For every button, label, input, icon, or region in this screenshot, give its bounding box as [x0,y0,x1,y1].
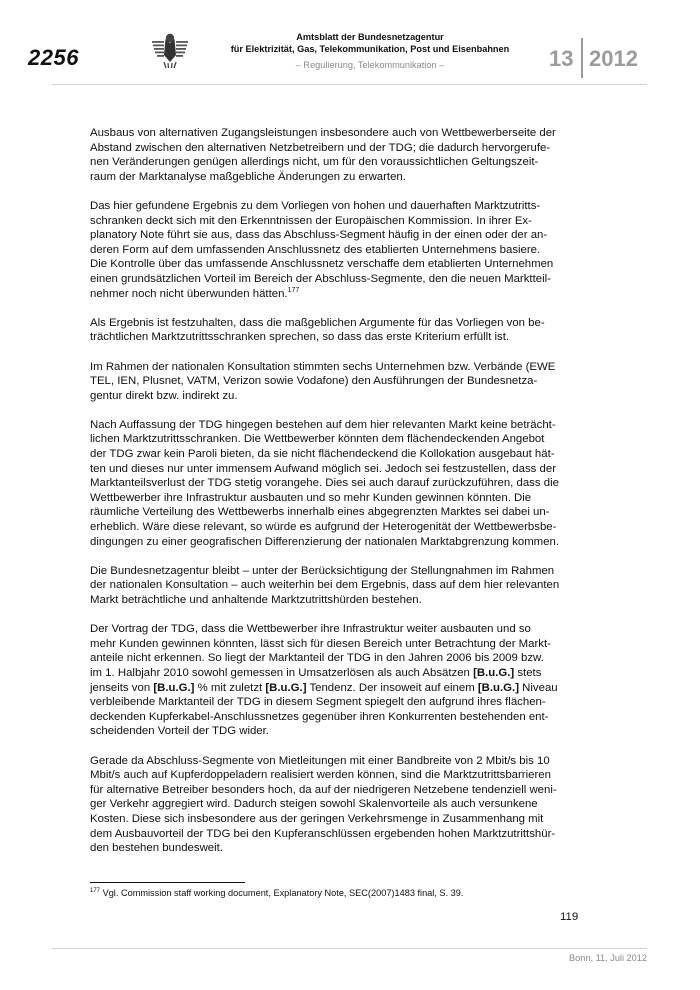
footnote-ref-177[interactable]: 177 [287,286,300,294]
redaction-marker: [B.u.G.] [265,681,307,694]
redaction-marker: [B.u.G.] [477,681,519,694]
footnote-text: Vgl. Commission staff working document, Explanatory Note, SEC(2007)1483 final, S. 39. [100,888,464,898]
text-line: schranken deckt sich mit den Erkenntnissen der Europäischen Kommission. In ihrer Ex- [90,214,532,227]
issue-number: 13 [549,46,574,71]
paragraph-3 [90,316,584,345]
journal-title [210,32,530,55]
text-line: Die Bundesnetzagentur bleibt – unter der Berücksichtigung der Stellungnahmen im Rahmen [90,564,555,577]
text-line: Nach Auffassung der TDG hingegen bestehen auf dem hier relevanten Markt keine beträcht- [90,418,556,431]
text-line: deckenden Kupferkabel-Anschlussnetzes gegenüber ihren Konkurrenten bestehenden ent- [90,710,549,723]
issue-year: 2012 [589,46,638,71]
journal-title-line-1: Amtsblatt der Bundesnetzagentur [296,32,444,42]
text-line: dingungen zu einer geografischen Differenzierung der nationalen Marktabgrenzung kommen. [90,535,560,548]
text-segment: jenseits von [90,681,154,694]
text-line: Marktanteilsverlust der TDG stetig vorangehe. Dies sei auch darauf zurückzuführen, dass die [90,477,559,490]
text-line: Markt beträchtliche und anhaltende Marktzutrittshürden bestehen. [90,594,422,606]
text-line: deren Form auf dem umfassenden Anschlussnetz des etablierten Unternehmens basiere. [90,243,541,256]
text-line: anteile nicht erkennen. So liegt der Marktanteil der TDG in den Jahren 2006 bis 2009 bzw. [90,652,544,665]
text-line: planatory Note führt sie aus, dass das Abschluss-Segment häufig in der einen oder der an- [90,229,548,242]
federal-eagle-icon [150,30,190,70]
folio-number: 119 [560,911,579,923]
footnote-rule [90,882,245,883]
text-line: Als Ergebnis ist festzuhalten, dass die maßgeblichen Argumente für das Vorliegen von be- [90,316,545,329]
paragraph-4 [90,360,584,404]
text-line: Abstand zwischen den alternativen Netzbetreibern und der TDG; die dadurch hervorgerufe- [90,141,551,154]
footer-date: Bonn, 11. Juli 2012 [569,953,647,963]
text-line: Kosten. Diese sich insbesondere aus der geringen Verkehrsmenge in Zusammenhang mit [90,812,544,825]
text-segment: im 1. Halbjahr 2010 sowohl gemessen in Umsatzerlösen als auch Absätzen [90,666,474,679]
footer-rule [52,948,647,949]
text-segment: stets [514,666,542,679]
paragraph-7 [90,622,584,739]
text-segment: Tendenz. Der insoweit auf einem [306,681,478,694]
text-line: raum der Marktanalyse maßgebliche Änderungen zu erwarten. [90,170,406,183]
text-line: der nationalen Konsultation – auch weiterhin bei dem Ergebnis, dass auf dem hier relevanten [90,579,560,592]
text-line: ger Verkehr aggregiert wird. Dadurch steigen sowohl Skalenvorteile als auch versunkene [90,798,538,811]
header-rule [52,84,647,85]
text-line: Das hier gefundene Ergebnis zu dem Vorliegen von hohen und dauerhaften Marktzutritts- [90,199,541,212]
text-line: nehmer noch nicht überwunden hätten. [90,287,288,300]
text-line: erheblich. Wäre diese relevant, so würde es aufgrund der Heterogenität der Wettbewerbsbe- [90,521,557,534]
text-line: nen Veränderungen genügen allerdings nicht, um für den voraussichtlichen Geltungszeit- [90,156,539,169]
page-number: 2256 [28,45,79,70]
text-line: der TDG zwar kein Paroli bieten, da sie nicht flächendeckend die Kollokation ausgebaut hät- [90,448,555,461]
text-line: gentur direkt bzw. indirekt zu. [90,389,238,402]
text-line: dem Ausbauvorteil der TDG bei den Kupferanschlüssen ergebenden hohen Marktzutrittshür- [90,827,556,840]
issue-divider [581,38,583,78]
text-line: mehr Kunden gewinnen könnten, lässt sich für diesen Bereich unter Betrachtung der Markt- [90,637,551,650]
text-line: scheidenden Vorteil der TDG wider. [90,725,269,738]
text-line: ten und dieses nur unter immensem Aufwand möglich sei. Jedoch sei festzustellen, dass der [90,462,556,475]
paragraph-2 [90,199,584,301]
body-text [90,126,584,870]
text-line: lichen Marktzutrittsschranken. Die Wettbewerber könnten dem flächendeckenden Angebot [90,433,545,446]
text-line: für alternative Betreiber besonders hoch, da auf der niedrigeren Netzebene tendenziell weni- [90,783,557,796]
text-line: Mbit/s auch auf Kupferdoppeladern realisiert werden können, sind die Marktzutrittsbarrieren [90,769,551,782]
journal-title-line-2: für Elektrizität, Gas, Telekommunikation, Post und Eisenbahnen [230,43,510,54]
text-line: den bestehen bundesweit. [90,842,223,855]
paragraph-6 [90,564,584,608]
text-line: verbleibende Marktanteil der TDG in diesem Segment spiegelt den aufgrund ihres flächen- [90,696,546,709]
redaction-marker: [B.u.G.] [153,681,195,694]
text-line: Gerade da Abschluss-Segmente von Mietleitungen mit einer Bandbreite von 2 Mbit/s bis 10 [90,754,550,767]
paragraph-8 [90,754,584,856]
journal-subtitle: – Regulierung, Telekommunikation – [295,60,445,70]
text-line: Der Vortrag der TDG, dass die Wettbewerber ihre Infrastruktur weiter ausbauten und so [90,623,531,636]
footnote-177 [90,888,463,899]
text-line: TEL, IEN, Plusnet, VATM, Verizon sowie Vodafone) den Ausführungen der Bundesnetza- [90,375,538,388]
text-line: einen grundsätzlichen Vorteil im Bereich der Abschluss-Segmente, den die neuen Marktteil- [90,272,551,285]
text-line: Die Kontrolle über das umfassende Anschlussnetz verschaffe dem etablierten Unternehmen [90,258,554,271]
redaction-marker: [B.u.G.] [473,666,515,679]
text-line: Wettbewerber ihre Infrastruktur ausbauten und so mehr Kunden gewinnen könnten. Die [90,491,532,504]
text-line: trächtlichen Marktzutrittsschranken sprechen, so dass das erste Kriterium erfüllt ist. [90,331,510,344]
text-segment: Niveau [519,681,558,694]
text-segment: % mit zuletzt [194,681,266,694]
text-line: räumliche Verteilung des Wettbewerbs innerhalb eines abgegrenzten Marktes sei dabei un- [90,506,550,519]
paragraph-5 [90,418,584,549]
text-line: Ausbaus von alternativen Zugangsleistungen insbesondere auch von Wettbewerberseite der [90,127,556,139]
text-line: Im Rahmen der nationalen Konsultation stimmten sechs Unternehmen bzw. Verbände (EWE [90,360,556,373]
footnote-number: 177 [90,888,101,894]
paragraph-1 [90,126,584,184]
